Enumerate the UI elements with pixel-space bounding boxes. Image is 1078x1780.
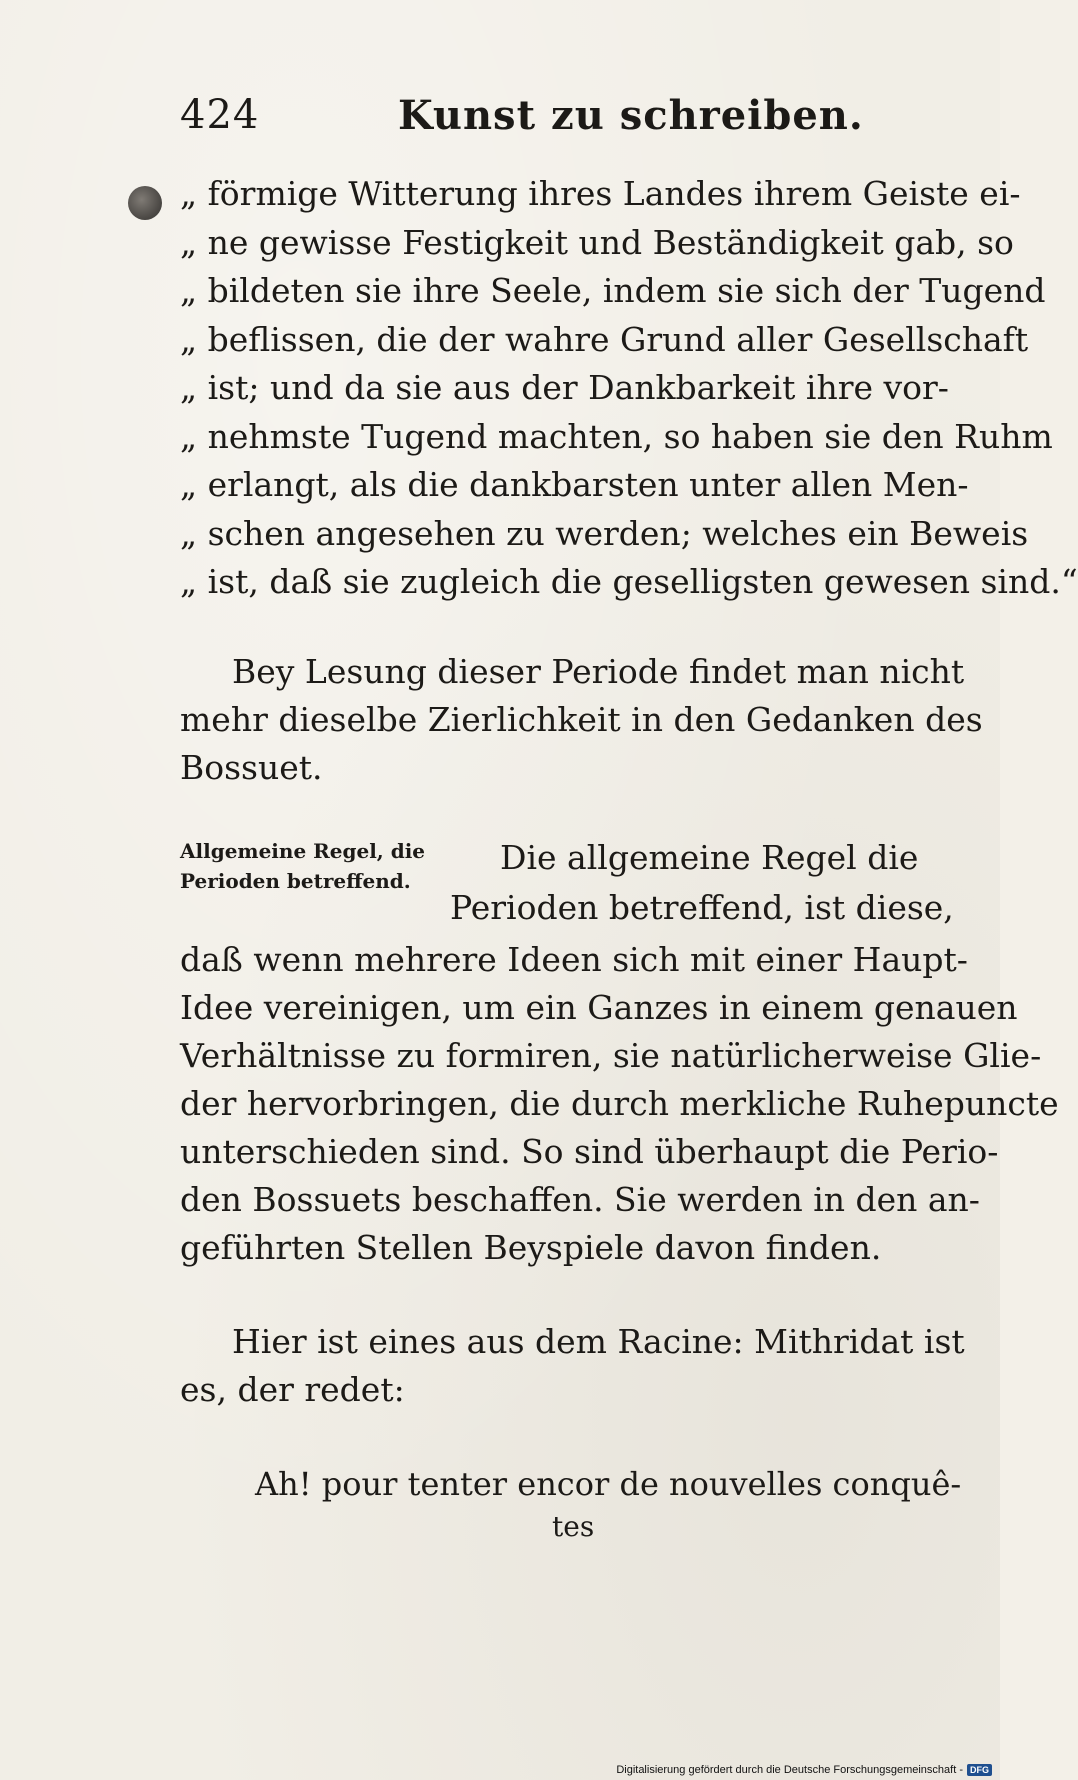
paragraph-line: den Bossuets beschaffen. Sie werden in den an- <box>180 1180 980 1219</box>
paragraph-line: Hier ist eines aus dem Racine: Mithridat ist <box>232 1322 965 1361</box>
running-title: Kunst zu schreiben. <box>398 92 864 139</box>
quote-line: „ ist, daß sie zugleich die geselligsten gewesen sind.“ <box>180 562 1078 601</box>
paragraph-line: es, der redet: <box>180 1370 405 1409</box>
quote-line: „ beflissen, die der wahre Grund aller Gesellschaft <box>180 319 1029 359</box>
rule-paragraph-line: Perioden betreffend, ist diese, <box>450 888 954 927</box>
verse-line: Ah! pour tenter encor de nouvelles conquê- <box>255 1465 962 1503</box>
paragraph-line: Idee vereinigen, um ein Ganzes in einem genauen <box>180 988 1018 1027</box>
paragraph-line: mehr dieselbe Zierlichkeit in den Gedanken des <box>180 700 983 739</box>
paragraph-bossuet <box>180 648 983 792</box>
paragraph-racine <box>180 1318 965 1414</box>
quote-line: „ bildeten sie ihre Seele, indem sie sich der Tugend <box>180 271 1046 310</box>
quote-line: „ schen angesehen zu werden; welches ein Beweis <box>180 513 1029 553</box>
paragraph-line: der hervorbringen, die durch merkliche Ruhepuncte <box>180 1084 1059 1123</box>
footer-text: Digitalisierung gefördert durch die Deutsche Forschungsgemeinschaft - <box>616 1764 963 1776</box>
paragraph-line: Bossuet. <box>180 748 323 787</box>
paragraph-line: Bey Lesung dieser Periode findet man nicht <box>232 652 965 691</box>
digitization-footer <box>616 1764 992 1776</box>
paragraph-line: Verhältnisse zu formiren, sie natürlicherweise Glie- <box>180 1036 1042 1075</box>
quote-line: „ ist; und da sie aus der Dankbarkeit ihre vor- <box>180 368 949 407</box>
rule-paragraph-line: Die allgemeine Regel die <box>500 838 919 877</box>
paragraph-rule <box>180 936 1059 1272</box>
margin-note <box>180 836 450 896</box>
page-header <box>180 92 940 152</box>
catchword: tes <box>552 1510 595 1543</box>
paragraph-line: unterschieden sind. So sind überhaupt die Perio- <box>180 1132 999 1171</box>
quote-line: „ erlangt, als die dankbarsten unter allen Men- <box>180 465 969 504</box>
margin-note-line: Allgemeine Regel, die <box>180 839 426 863</box>
quote-line: „ ne gewisse Festigkeit und Beständigkeit gab, so <box>180 222 1014 262</box>
quote-block <box>180 170 1078 607</box>
page-number: 424 <box>180 92 260 138</box>
paragraph-line: daß wenn mehrere Ideen sich mit einer Haupt- <box>180 940 968 979</box>
dfg-logo: DFG <box>967 1764 992 1776</box>
quote-line: „ nehmste Tugend machten, so haben sie den Ruhm <box>180 416 1053 456</box>
verse-quote <box>255 1458 962 1510</box>
paragraph-line: geführten Stellen Beyspiele davon finden. <box>180 1228 882 1267</box>
margin-note-line: Perioden betreffend. <box>180 869 411 893</box>
quote-line: „ förmige Witterung ihres Landes ihrem Geiste ei- <box>180 174 1021 213</box>
ink-blot-mark <box>128 186 162 220</box>
